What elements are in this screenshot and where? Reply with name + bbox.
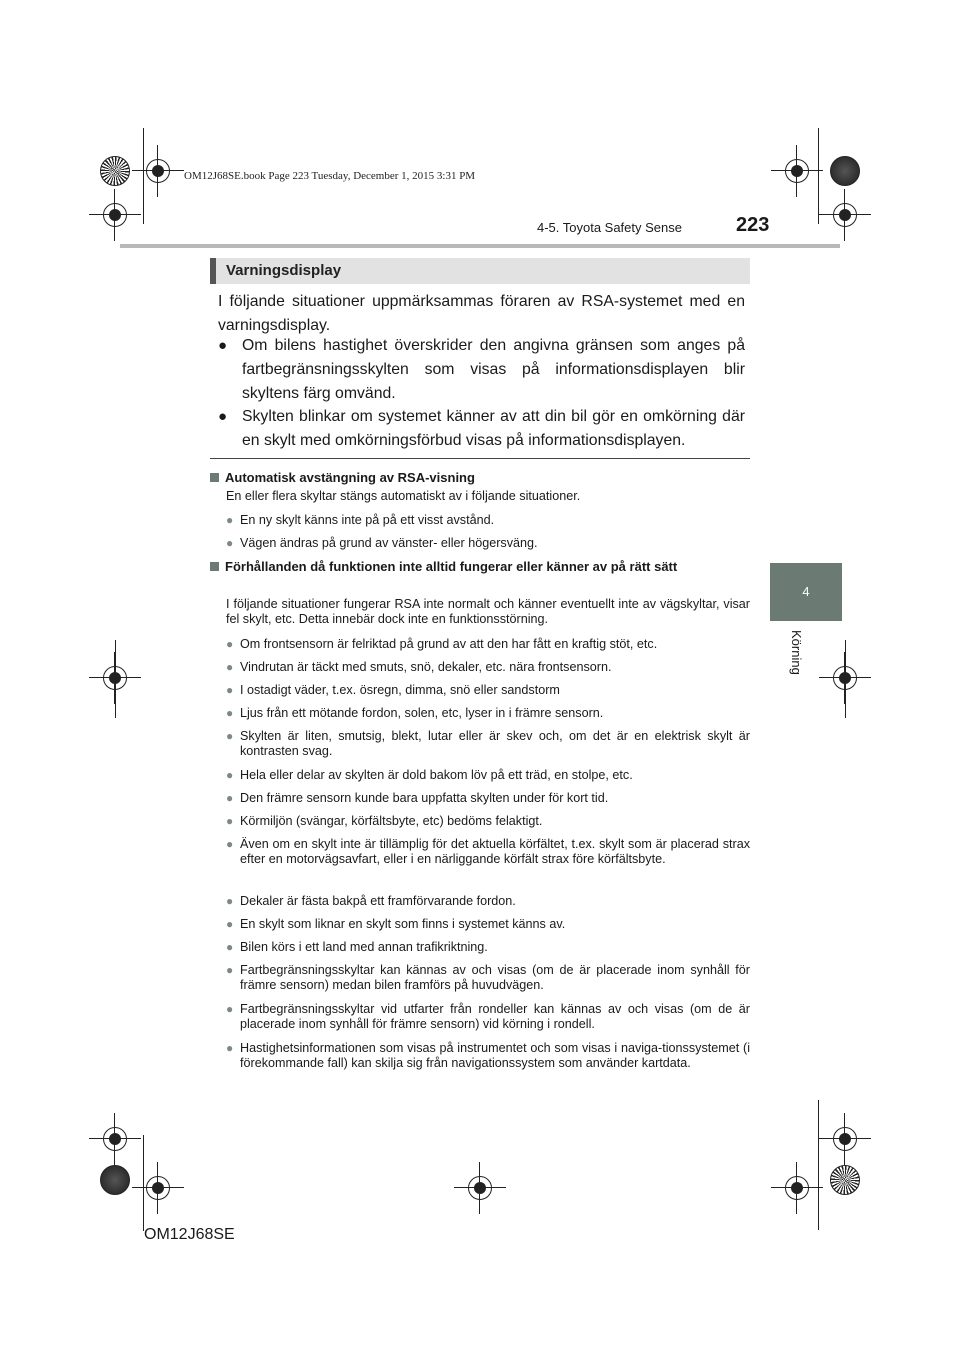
bullet-icon: ● — [226, 1002, 234, 1016]
dark-disc-icon — [830, 156, 860, 186]
bullet-icon: ● — [226, 729, 234, 743]
registration-mark-icon — [785, 159, 809, 183]
note-heading-text: Automatisk avstängning av RSA-visning — [225, 470, 475, 485]
bullet-icon: ● — [226, 963, 234, 977]
bullet-icon: ● — [226, 683, 234, 697]
registration-mark-icon — [833, 1127, 857, 1151]
sunburst-disc-icon — [830, 1165, 860, 1195]
page-number: 223 — [736, 214, 770, 236]
note-bullet-text: Vägen ändras på grund av vänster- eller högersväng. — [240, 536, 538, 550]
registration-mark-icon — [103, 203, 127, 227]
note-bullet-text: Även om en skylt inte är tillämplig för det aktuella körfältet, t.ex. skylt som är placerad strax efter en motorvägsavfart, eller i en närliggande körfält strax före körfältsbyte. — [240, 837, 750, 866]
note-bullet — [226, 513, 750, 528]
note-bullet-text: Om frontsensorn är felriktad på grund av att den har fått en kraftig stöt, etc. — [240, 637, 658, 651]
registration-mark-icon — [146, 159, 170, 183]
bullet-icon: ● — [226, 940, 234, 954]
note-bullet-text: Hastighetsinformationen som visas på instrumentet och som visas i naviga-tionssystemet (i förekommande fall) kan skilja sig från navigationssystem som använder kartdata. — [240, 1041, 750, 1070]
note-bullet — [226, 814, 750, 829]
bullet-icon: ● — [226, 837, 234, 851]
note-bullet — [226, 963, 750, 993]
registration-mark-icon — [833, 666, 857, 690]
note-bullet-text: Bilen körs i ett land med annan trafikriktning. — [240, 940, 488, 954]
square-bullet-icon — [210, 562, 219, 571]
bullet-icon: ● — [226, 791, 234, 805]
print-imprint: OM12J68SE.book Page 223 Tuesday, December 1, 2015 3:31 PM — [184, 170, 476, 182]
note-bullet-text: Ljus från ett mötande fordon, solen, etc, lyser in i främre sensorn. — [240, 706, 604, 720]
section-bullet — [218, 334, 745, 406]
bullet-icon: ● — [226, 660, 234, 674]
bullet-icon: ● — [226, 513, 234, 527]
section-intro: I följande situationer uppmärksammas föraren av RSA-systemet med en varningsdisplay. — [218, 293, 745, 334]
registration-mark-icon — [103, 666, 127, 690]
section-bullet-text: Om bilens hastighet överskrider den angivna gränsen som anges på fartbegränsningsskylten som visas på informationsdisplayen blir skyltens färg omvänd. — [242, 337, 745, 402]
note-bullet-text: Dekaler är fästa bakpå ett framförvarande fordon. — [240, 894, 516, 908]
note-bullet-text: En ny skylt känns inte på på ett visst avstånd. — [240, 513, 495, 527]
note-bullet — [226, 637, 750, 652]
bullet-icon: ● — [218, 337, 228, 354]
note-bullet-text: Den främre sensorn kunde bara uppfatta skylten under för kort tid. — [240, 791, 609, 805]
note-bullet — [226, 683, 750, 698]
note-text: En eller flera skyltar stängs automatiskt av i följande situationer. — [226, 489, 581, 503]
section-title: Varningsdisplay — [226, 262, 342, 279]
note-bullet — [226, 917, 750, 932]
note-bullet-text: Körmiljön (svängar, körfältsbyte, etc) bedöms felaktigt. — [240, 814, 543, 828]
section-bullet-text: Skylten blinkar om systemet känner av att din bil gör en omkörning där en skylt med omkörningsförbud visas på informationsdisplayen. — [242, 408, 745, 449]
dark-disc-icon — [100, 1165, 130, 1195]
section-bullet — [218, 405, 745, 453]
note-bullet — [226, 660, 750, 675]
registration-mark-icon — [833, 203, 857, 227]
bullet-icon: ● — [226, 1041, 234, 1055]
bullet-icon: ● — [226, 706, 234, 720]
header-rule — [120, 244, 840, 248]
note-bullet-text: Hela eller delar av skylten är dold bakom löv på ett träd, en stolpe, etc. — [240, 768, 633, 782]
note-bullet — [226, 791, 750, 806]
section-header — [210, 258, 750, 284]
note-heading — [210, 559, 750, 591]
note-bullet-text: Vindrutan är täckt med smuts, snö, dekaler, etc. nära frontsensorn. — [240, 660, 612, 674]
bullet-icon: ● — [226, 917, 234, 931]
sunburst-disc-icon — [100, 156, 130, 186]
note-bullet-text: En skylt som liknar en skylt som finns i systemet känns av. — [240, 917, 566, 931]
note-bullet-text: Skylten är liten, smutsig, blekt, lutar eller är skev och, om det är en elektrisk skylt är kontrasten svag. — [240, 729, 750, 758]
note-bullet — [226, 940, 750, 955]
note-heading-text: Förhållanden då funktionen inte alltid fungerar eller känner av på rätt sätt — [225, 559, 678, 574]
note-heading — [210, 470, 750, 485]
bullet-icon: ● — [218, 408, 228, 425]
section-divider — [210, 458, 750, 459]
registration-mark-icon — [103, 1127, 127, 1151]
note-bullet — [226, 894, 750, 909]
registration-mark-icon — [468, 1176, 492, 1200]
registration-mark-icon — [146, 1176, 170, 1200]
note-bullet — [226, 768, 750, 783]
header-section-title: 4-5. Toyota Safety Sense — [536, 220, 682, 235]
note-bullet — [226, 729, 750, 759]
note-bullet — [226, 1002, 750, 1032]
square-bullet-icon — [210, 473, 219, 482]
note-text: I följande situationer fungerar RSA inte normalt och känner eventuellt inte av vägskyltar, visar fel skylt, etc. Detta innebär dock inte en funktionsstörning. — [226, 597, 750, 626]
crop-mark-line — [143, 1135, 144, 1231]
registration-mark-icon — [785, 1176, 809, 1200]
bullet-icon: ● — [226, 768, 234, 782]
note-bullet — [226, 536, 750, 551]
note-bullet — [226, 837, 750, 867]
bullet-icon: ● — [226, 637, 234, 651]
crop-mark-line — [143, 128, 144, 224]
note-bullet — [226, 706, 750, 721]
note-bullet-text: Fartbegränsningsskyltar vid utfarter från rondeller kan kännas av och visas (om de är placerade inom synhåll för främre sensorn) vid körning i rondell. — [240, 1002, 750, 1031]
chapter-tab[interactable]: 4 — [770, 563, 842, 621]
bullet-icon: ● — [226, 894, 234, 908]
note-bullet-text: Fartbegränsningsskyltar kan kännas av och visas (om de är placerade inom synhåll för främre sensorn) medan bilen framförs på huvudvägen. — [240, 963, 750, 992]
section-header-bar — [210, 258, 216, 284]
note-bullet-text: I ostadigt väder, t.ex. ösregn, dimma, snö eller sandstorm — [240, 683, 560, 697]
chapter-label: Körning — [789, 630, 804, 675]
crop-mark-line — [818, 128, 819, 224]
note-bullet — [226, 1041, 750, 1071]
bullet-icon: ● — [226, 814, 234, 828]
bullet-icon: ● — [226, 536, 234, 550]
crop-mark-line — [818, 1100, 819, 1230]
footer-code: OM12J68SE — [144, 1226, 235, 1243]
